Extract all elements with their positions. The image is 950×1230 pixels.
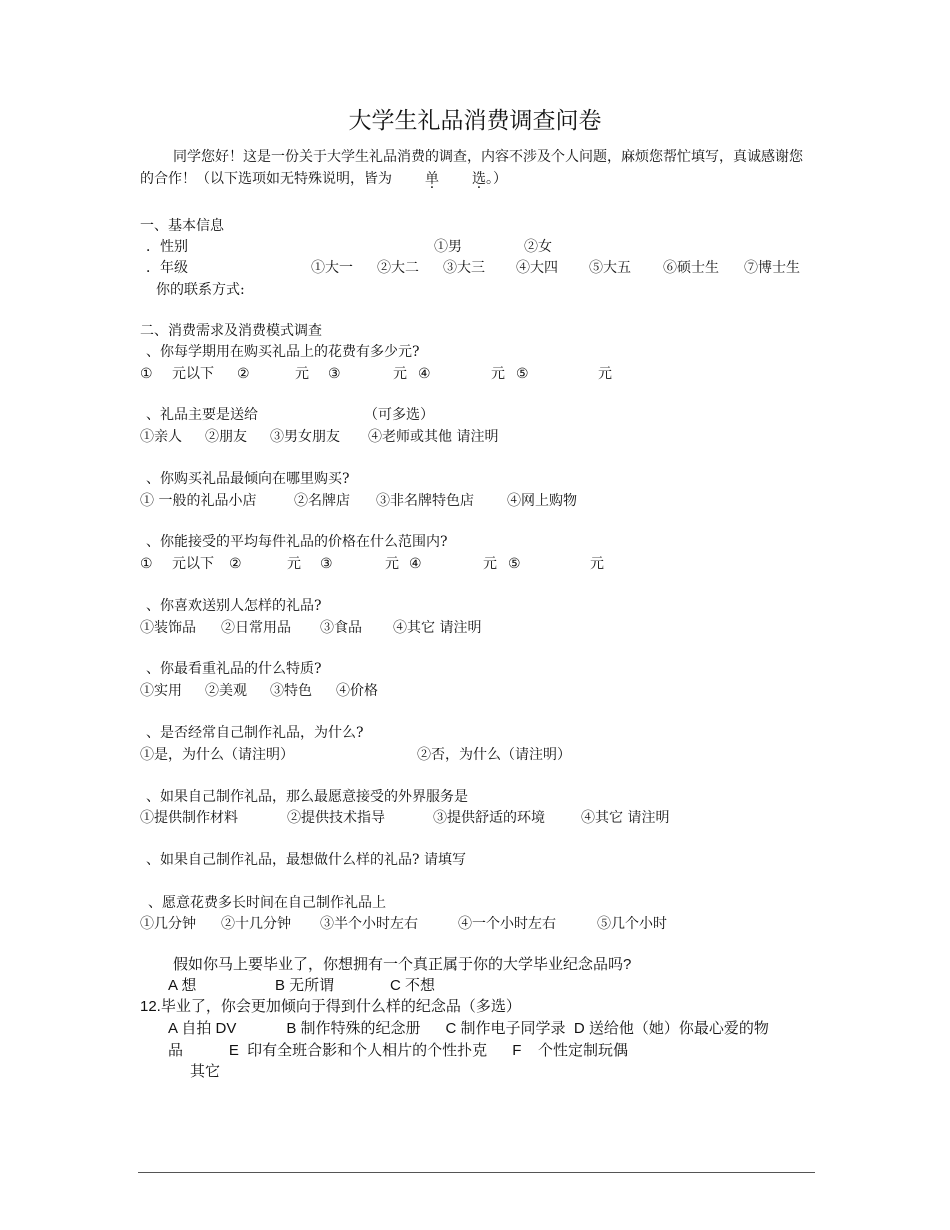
intro-emphasis: [392, 171, 486, 187]
q3-option-4[interactable]: ④网上购物: [507, 493, 577, 509]
q12-options-line-1[interactable]: A 自拍 DV B 制作特殊的纪念册 C 制作电子同学录 D 送给他（她）你最心爱的物: [168, 1020, 769, 1037]
q3-option-3[interactable]: ③非名牌特色店: [376, 493, 474, 509]
q10-option-5[interactable]: ⑤几个小时: [597, 916, 667, 932]
q1-option-5-unit: 元: [598, 366, 612, 382]
section2-heading: 二、消费需求及消费模式调查: [140, 323, 322, 339]
q5-option-1[interactable]: ①装饰品: [140, 620, 196, 636]
q2-option-4[interactable]: ④老师或其他 请注明: [368, 429, 499, 445]
page-title: 大学生礼品消费调查问卷: [348, 108, 602, 134]
q11-option-a[interactable]: A 想: [168, 977, 197, 994]
grade-option-7[interactable]: ⑦博士生: [744, 260, 800, 276]
q3-option-1[interactable]: ① 一般的礼品小店: [140, 493, 257, 509]
contact-label: 你的联系方式:: [156, 282, 245, 298]
q4-option-3-unit: 元: [385, 556, 399, 572]
q12-option-other[interactable]: 其它: [190, 1063, 221, 1080]
q5-option-2[interactable]: ②日常用品: [221, 620, 291, 636]
q6-option-4[interactable]: ④价格: [336, 683, 378, 699]
question-6: 、你最看重礼品的什么特质?: [146, 661, 322, 677]
q1-option-3-mark[interactable]: ③: [328, 366, 341, 382]
q1-option-1-mark[interactable]: ①: [140, 366, 153, 382]
q7-option-1[interactable]: ①是，为什么（请注明）: [140, 747, 294, 763]
q5-option-3[interactable]: ③食品: [320, 620, 362, 636]
gender-option-male[interactable]: ①男: [434, 239, 462, 255]
q1-option-1-unit: 元以下: [172, 366, 214, 382]
q2-option-1[interactable]: ①亲人: [140, 429, 182, 445]
q12-options-line-2[interactable]: 品 E 印有全班合影和个人相片的个性扑克 F 个性定制玩偶: [168, 1042, 629, 1059]
section1-heading: 一、基本信息: [140, 218, 224, 234]
q4-option-4-mark[interactable]: ④: [409, 556, 422, 572]
question-3: 、你购买礼品最倾向在哪里购买?: [146, 471, 350, 487]
q4-option-5-unit: 元: [590, 556, 604, 572]
intro-paragraph: [140, 146, 816, 190]
gender-option-female[interactable]: ②女: [524, 239, 552, 255]
question-12: 12.毕业了，你会更加倾向于得到什么样的纪念品（多选）: [140, 998, 521, 1015]
q8-option-1[interactable]: ①提供制作材料: [140, 810, 238, 826]
grade-option-3[interactable]: ③大三: [443, 260, 485, 276]
q3-option-2[interactable]: ②名牌店: [294, 493, 350, 509]
intro-end: 。）: [486, 171, 507, 187]
question-10: 、愿意花费多长时间在自己制作礼品上: [148, 895, 386, 911]
question-2-note: （可多选）: [364, 407, 434, 423]
q7-option-2[interactable]: ②否，为什么（请注明）: [417, 747, 571, 763]
q11-option-c[interactable]: C 不想: [390, 977, 436, 994]
question-1: 、你每学期用在购买礼品上的花费有多少元?: [146, 344, 420, 360]
q4-option-2-unit: 元: [287, 556, 301, 572]
q6-option-3[interactable]: ③特色: [270, 683, 312, 699]
grade-option-5[interactable]: ⑤大五: [589, 260, 631, 276]
q1-option-4-mark[interactable]: ④: [418, 366, 431, 382]
question-2: 、礼品主要是送给: [146, 407, 258, 423]
q4-option-3-mark[interactable]: ③: [320, 556, 333, 572]
intro-text: 同学您好！这是一份关于大学生礼品消费的调查，内容不涉及个人问题，麻烦您帮忙填写，真诚感谢您的合作！（以下选项如无特殊说明，皆为: [140, 149, 803, 187]
q8-option-3[interactable]: ③提供舒适的环境: [433, 810, 545, 826]
grade-option-1[interactable]: ①大一: [311, 260, 353, 276]
gender-label: ．性别: [146, 239, 188, 255]
q10-option-1[interactable]: ①几分钟: [140, 916, 196, 932]
q2-option-2[interactable]: ②朋友: [205, 429, 247, 445]
q6-option-2[interactable]: ②美观: [205, 683, 247, 699]
q10-option-4[interactable]: ④一个小时左右: [458, 916, 556, 932]
question-5: 、你喜欢送别人怎样的礼品?: [146, 598, 322, 614]
question-7: 、是否经常自己制作礼品，为什么?: [146, 725, 364, 741]
grade-option-2[interactable]: ②大二: [377, 260, 419, 276]
q2-option-3[interactable]: ③男女朋友: [270, 429, 340, 445]
intro-emphasis-char: 选: [472, 171, 486, 187]
q4-option-1-mark[interactable]: ①: [140, 556, 153, 572]
grade-option-4[interactable]: ④大四: [516, 260, 558, 276]
question-8: 、如果自己制作礼品，那么最愿意接受的外界服务是: [146, 789, 468, 805]
q1-option-3-unit: 元: [393, 366, 407, 382]
grade-label: ．年级: [146, 260, 188, 276]
q10-option-2[interactable]: ②十几分钟: [221, 916, 291, 932]
question-11: 假如你马上要毕业了，你想拥有一个真正属于你的大学毕业纪念品吗?: [173, 956, 632, 973]
q1-option-5-mark[interactable]: ⑤: [516, 366, 529, 382]
q1-option-4-unit: 元: [491, 366, 505, 382]
q4-option-4-unit: 元: [483, 556, 497, 572]
q5-option-4[interactable]: ④其它 请注明: [393, 620, 482, 636]
q4-option-1-unit: 元以下: [172, 556, 214, 572]
q10-option-3[interactable]: ③半个小时左右: [320, 916, 418, 932]
q4-option-5-mark[interactable]: ⑤: [508, 556, 521, 572]
q8-option-4[interactable]: ④其它 请注明: [581, 810, 670, 826]
q1-option-2-unit: 元: [295, 366, 309, 382]
intro-emphasis-char: 单: [425, 171, 439, 187]
q4-option-2-mark[interactable]: ②: [229, 556, 242, 572]
q6-option-1[interactable]: ①实用: [140, 683, 182, 699]
grade-option-6[interactable]: ⑥硕士生: [663, 260, 719, 276]
q1-option-2-mark[interactable]: ②: [237, 366, 250, 382]
footer-divider: [138, 1172, 815, 1173]
question-9: 、如果自己制作礼品，最想做什么样的礼品? 请填写: [146, 852, 466, 868]
q8-option-2[interactable]: ②提供技术指导: [287, 810, 385, 826]
q11-option-b[interactable]: B 无所谓: [275, 977, 335, 994]
question-4: 、你能接受的平均每件礼品的价格在什么范围内?: [146, 534, 448, 550]
